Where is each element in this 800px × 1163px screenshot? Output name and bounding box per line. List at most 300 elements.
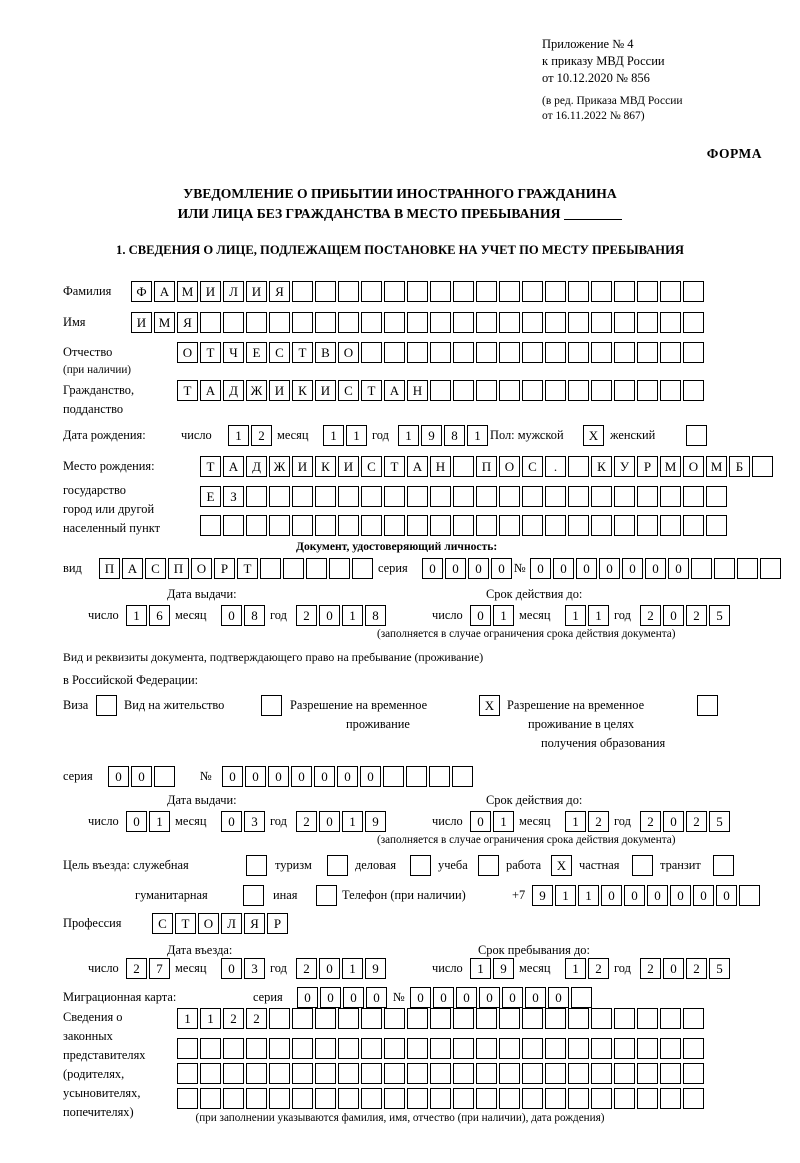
- form-cell[interactable]: [545, 1038, 566, 1059]
- form-cell[interactable]: [683, 515, 704, 536]
- form-cell[interactable]: И: [292, 456, 313, 477]
- form-cell[interactable]: М: [660, 456, 681, 477]
- form-cell[interactable]: 2: [640, 958, 661, 979]
- form-cell[interactable]: [292, 1088, 313, 1109]
- form-cell[interactable]: 2: [223, 1008, 244, 1029]
- form-cell[interactable]: [591, 281, 612, 302]
- form-cell[interactable]: [292, 281, 313, 302]
- sex-male-checkbox[interactable]: [583, 425, 606, 446]
- form-cell[interactable]: 9: [532, 885, 553, 906]
- form-cell[interactable]: 0: [502, 987, 523, 1008]
- citizenship-cells[interactable]: [177, 380, 706, 401]
- form-cell[interactable]: 2: [686, 958, 707, 979]
- form-cell[interactable]: [591, 380, 612, 401]
- form-cell[interactable]: [407, 281, 428, 302]
- form-cell[interactable]: 1: [555, 885, 576, 906]
- form-cell[interactable]: [384, 1088, 405, 1109]
- form-cell[interactable]: Ж: [246, 380, 267, 401]
- form-cell[interactable]: [338, 1063, 359, 1084]
- purpose-transit-checkbox[interactable]: [713, 855, 736, 876]
- form-cell[interactable]: [713, 855, 734, 876]
- form-cell[interactable]: [384, 515, 405, 536]
- form-cell[interactable]: [453, 1008, 474, 1029]
- form-cell[interactable]: Е: [246, 342, 267, 363]
- form-cell[interactable]: А: [200, 380, 221, 401]
- form-cell[interactable]: [476, 1008, 497, 1029]
- form-cell[interactable]: [223, 515, 244, 536]
- form-cell[interactable]: [714, 558, 735, 579]
- form-cell[interactable]: [614, 1063, 635, 1084]
- form-cell[interactable]: [660, 1038, 681, 1059]
- form-cell[interactable]: [591, 1088, 612, 1109]
- entry-year-cells[interactable]: [296, 958, 388, 979]
- form-cell[interactable]: [499, 1008, 520, 1029]
- form-cell[interactable]: 9: [421, 425, 442, 446]
- form-cell[interactable]: [384, 1063, 405, 1084]
- form-cell[interactable]: [614, 486, 635, 507]
- form-cell[interactable]: 0: [624, 885, 645, 906]
- form-cell[interactable]: [361, 342, 382, 363]
- form-cell[interactable]: [637, 281, 658, 302]
- form-cell[interactable]: [329, 558, 350, 579]
- form-cell[interactable]: 2: [296, 958, 317, 979]
- form-cell[interactable]: [384, 342, 405, 363]
- form-cell[interactable]: [545, 515, 566, 536]
- form-cell[interactable]: [246, 1063, 267, 1084]
- form-cell[interactable]: А: [223, 456, 244, 477]
- doc-series-cells[interactable]: [422, 558, 514, 579]
- form-cell[interactable]: [637, 1088, 658, 1109]
- form-cell[interactable]: С: [338, 380, 359, 401]
- form-cell[interactable]: [269, 1088, 290, 1109]
- form-cell[interactable]: [522, 1038, 543, 1059]
- form-cell[interactable]: [453, 312, 474, 333]
- form-cell[interactable]: [361, 515, 382, 536]
- entry-day-cells[interactable]: [126, 958, 172, 979]
- form-cell[interactable]: [384, 281, 405, 302]
- form-cell[interactable]: [383, 766, 404, 787]
- form-cell[interactable]: 9: [365, 811, 386, 832]
- form-cell[interactable]: 0: [599, 558, 620, 579]
- form-cell[interactable]: [292, 312, 313, 333]
- form-cell[interactable]: [430, 1008, 451, 1029]
- form-cell[interactable]: [591, 312, 612, 333]
- form-cell[interactable]: [407, 1063, 428, 1084]
- form-cell[interactable]: 8: [244, 605, 265, 626]
- form-cell[interactable]: С: [522, 456, 543, 477]
- form-cell[interactable]: С: [145, 558, 166, 579]
- form-cell[interactable]: 0: [491, 558, 512, 579]
- purpose-other-checkbox[interactable]: [316, 885, 339, 906]
- form-cell[interactable]: 2: [126, 958, 147, 979]
- form-cell[interactable]: [316, 885, 337, 906]
- form-cell[interactable]: [568, 1008, 589, 1029]
- form-cell[interactable]: 1: [149, 811, 170, 832]
- form-cell[interactable]: [760, 558, 781, 579]
- form-cell[interactable]: И: [246, 281, 267, 302]
- form-cell[interactable]: [752, 456, 773, 477]
- form-cell[interactable]: Т: [237, 558, 258, 579]
- temp-residence-checkbox[interactable]: [479, 695, 502, 716]
- form-cell[interactable]: 0: [291, 766, 312, 787]
- form-cell[interactable]: [361, 1063, 382, 1084]
- form-cell[interactable]: [246, 855, 267, 876]
- form-cell[interactable]: 1: [177, 1008, 198, 1029]
- form-cell[interactable]: 2: [246, 1008, 267, 1029]
- form-cell[interactable]: 1: [398, 425, 419, 446]
- form-cell[interactable]: [568, 312, 589, 333]
- form-cell[interactable]: И: [269, 380, 290, 401]
- form-cell[interactable]: [568, 1088, 589, 1109]
- form-cell[interactable]: [453, 342, 474, 363]
- form-cell[interactable]: [637, 1038, 658, 1059]
- form-cell[interactable]: X: [551, 855, 572, 876]
- form-cell[interactable]: 2: [686, 811, 707, 832]
- form-cell[interactable]: [737, 558, 758, 579]
- form-cell[interactable]: 0: [320, 987, 341, 1008]
- form-cell[interactable]: [429, 766, 450, 787]
- form-cell[interactable]: [568, 456, 589, 477]
- form-cell[interactable]: [315, 1008, 336, 1029]
- form-cell[interactable]: Н: [430, 456, 451, 477]
- form-cell[interactable]: 0: [553, 558, 574, 579]
- form-cell[interactable]: [476, 312, 497, 333]
- form-cell[interactable]: [361, 281, 382, 302]
- form-cell[interactable]: 0: [468, 558, 489, 579]
- sex-female-checkbox[interactable]: [686, 425, 709, 446]
- form-cell[interactable]: [545, 342, 566, 363]
- form-cell[interactable]: [499, 1088, 520, 1109]
- form-cell[interactable]: 1: [126, 605, 147, 626]
- migration-number-cells[interactable]: [410, 987, 594, 1008]
- purpose-private-checkbox[interactable]: [632, 855, 655, 876]
- form-cell[interactable]: [243, 885, 264, 906]
- doc-valid-day-cells[interactable]: [470, 605, 516, 626]
- form-cell[interactable]: [430, 342, 451, 363]
- form-cell[interactable]: [545, 312, 566, 333]
- form-cell[interactable]: [545, 1088, 566, 1109]
- form-cell[interactable]: А: [122, 558, 143, 579]
- form-cell[interactable]: [269, 312, 290, 333]
- form-cell[interactable]: [315, 515, 336, 536]
- doc-kind-cells[interactable]: [99, 558, 375, 579]
- form-cell[interactable]: 6: [149, 605, 170, 626]
- form-cell[interactable]: [476, 380, 497, 401]
- legal-rep-row-4-cells[interactable]: [177, 1088, 706, 1109]
- form-cell[interactable]: 1: [565, 605, 586, 626]
- doc-issue-day-cells[interactable]: [126, 605, 172, 626]
- form-cell[interactable]: 0: [319, 811, 340, 832]
- birthplace-row-3-cells[interactable]: [200, 515, 729, 536]
- form-cell[interactable]: [660, 380, 681, 401]
- form-cell[interactable]: О: [683, 456, 704, 477]
- form-cell[interactable]: О: [499, 456, 520, 477]
- form-cell[interactable]: [407, 1088, 428, 1109]
- form-cell[interactable]: [361, 486, 382, 507]
- form-cell[interactable]: [476, 486, 497, 507]
- form-cell[interactable]: 1: [493, 811, 514, 832]
- form-cell[interactable]: [246, 515, 267, 536]
- doc-issue-year-cells[interactable]: [296, 605, 388, 626]
- form-cell[interactable]: [384, 1008, 405, 1029]
- form-cell[interactable]: [430, 380, 451, 401]
- form-cell[interactable]: [637, 1063, 658, 1084]
- form-cell[interactable]: [453, 380, 474, 401]
- form-cell[interactable]: [691, 558, 712, 579]
- form-cell[interactable]: 2: [640, 811, 661, 832]
- form-cell[interactable]: [499, 281, 520, 302]
- form-cell[interactable]: 0: [548, 987, 569, 1008]
- form-cell[interactable]: [338, 486, 359, 507]
- form-cell[interactable]: 1: [565, 958, 586, 979]
- form-cell[interactable]: 5: [709, 958, 730, 979]
- form-cell[interactable]: [683, 1088, 704, 1109]
- form-cell[interactable]: [637, 1008, 658, 1029]
- form-cell[interactable]: 1: [578, 885, 599, 906]
- form-cell[interactable]: А: [407, 456, 428, 477]
- form-cell[interactable]: 0: [663, 811, 684, 832]
- form-cell[interactable]: [614, 1088, 635, 1109]
- form-cell[interactable]: [200, 1038, 221, 1059]
- form-cell[interactable]: 1: [588, 605, 609, 626]
- permit-number-cells[interactable]: [222, 766, 475, 787]
- form-cell[interactable]: 0: [647, 885, 668, 906]
- form-cell[interactable]: [407, 342, 428, 363]
- doc-number-cells[interactable]: [530, 558, 783, 579]
- form-cell[interactable]: [384, 312, 405, 333]
- form-cell[interactable]: [246, 312, 267, 333]
- form-cell[interactable]: 9: [493, 958, 514, 979]
- form-cell[interactable]: [476, 281, 497, 302]
- form-cell[interactable]: [568, 486, 589, 507]
- form-cell[interactable]: [177, 1088, 198, 1109]
- form-cell[interactable]: [522, 1088, 543, 1109]
- form-cell[interactable]: 0: [222, 766, 243, 787]
- form-cell[interactable]: [614, 1038, 635, 1059]
- form-cell[interactable]: [637, 342, 658, 363]
- form-cell[interactable]: [292, 1063, 313, 1084]
- form-cell[interactable]: 0: [221, 605, 242, 626]
- form-cell[interactable]: [453, 1088, 474, 1109]
- form-cell[interactable]: 0: [670, 885, 691, 906]
- form-cell[interactable]: И: [338, 456, 359, 477]
- form-cell[interactable]: [706, 486, 727, 507]
- form-cell[interactable]: [660, 486, 681, 507]
- form-cell[interactable]: 8: [444, 425, 465, 446]
- form-cell[interactable]: [591, 1038, 612, 1059]
- form-cell[interactable]: [591, 515, 612, 536]
- form-cell[interactable]: [269, 1063, 290, 1084]
- form-cell[interactable]: [292, 1008, 313, 1029]
- form-cell[interactable]: [315, 1088, 336, 1109]
- form-cell[interactable]: [660, 312, 681, 333]
- form-cell[interactable]: [338, 1008, 359, 1029]
- form-cell[interactable]: [660, 1008, 681, 1029]
- form-cell[interactable]: 2: [296, 811, 317, 832]
- form-cell[interactable]: [522, 281, 543, 302]
- form-cell[interactable]: 0: [433, 987, 454, 1008]
- permit-series-cells[interactable]: [108, 766, 177, 787]
- form-cell[interactable]: 1: [342, 958, 363, 979]
- form-cell[interactable]: [223, 1063, 244, 1084]
- birthplace-row-1-cells[interactable]: [200, 456, 775, 477]
- form-cell[interactable]: Н: [407, 380, 428, 401]
- form-cell[interactable]: [660, 342, 681, 363]
- form-cell[interactable]: [499, 515, 520, 536]
- form-cell[interactable]: Т: [361, 380, 382, 401]
- form-cell[interactable]: [637, 486, 658, 507]
- form-cell[interactable]: 2: [686, 605, 707, 626]
- form-cell[interactable]: 0: [445, 558, 466, 579]
- form-cell[interactable]: [430, 515, 451, 536]
- form-cell[interactable]: [591, 342, 612, 363]
- form-cell[interactable]: М: [177, 281, 198, 302]
- form-cell[interactable]: [453, 1038, 474, 1059]
- form-cell[interactable]: [499, 1038, 520, 1059]
- form-cell[interactable]: [407, 1038, 428, 1059]
- form-cell[interactable]: [632, 855, 653, 876]
- form-cell[interactable]: [522, 515, 543, 536]
- form-cell[interactable]: 0: [319, 958, 340, 979]
- form-cell[interactable]: [568, 515, 589, 536]
- form-cell[interactable]: 2: [588, 958, 609, 979]
- form-cell[interactable]: К: [315, 456, 336, 477]
- form-cell[interactable]: [568, 1038, 589, 1059]
- form-cell[interactable]: 0: [221, 958, 242, 979]
- form-cell[interactable]: [568, 281, 589, 302]
- form-cell[interactable]: [223, 1038, 244, 1059]
- form-cell[interactable]: Б: [729, 456, 750, 477]
- form-cell[interactable]: 0: [470, 605, 491, 626]
- form-cell[interactable]: С: [152, 913, 173, 934]
- form-cell[interactable]: [637, 312, 658, 333]
- form-cell[interactable]: Л: [223, 281, 244, 302]
- form-cell[interactable]: 0: [337, 766, 358, 787]
- legal-rep-row-2-cells[interactable]: [177, 1038, 706, 1059]
- form-cell[interactable]: [338, 1088, 359, 1109]
- form-cell[interactable]: Т: [384, 456, 405, 477]
- form-cell[interactable]: [614, 380, 635, 401]
- form-cell[interactable]: 0: [268, 766, 289, 787]
- form-cell[interactable]: М: [706, 456, 727, 477]
- form-cell[interactable]: 1: [565, 811, 586, 832]
- form-cell[interactable]: [261, 695, 282, 716]
- residence-permit-checkbox[interactable]: [261, 695, 284, 716]
- form-cell[interactable]: О: [338, 342, 359, 363]
- form-cell[interactable]: [452, 766, 473, 787]
- form-cell[interactable]: [361, 1008, 382, 1029]
- form-cell[interactable]: [430, 1088, 451, 1109]
- form-cell[interactable]: [478, 855, 499, 876]
- form-cell[interactable]: С: [269, 342, 290, 363]
- form-cell[interactable]: [499, 312, 520, 333]
- form-cell[interactable]: М: [154, 312, 175, 333]
- form-cell[interactable]: 1: [200, 1008, 221, 1029]
- form-cell[interactable]: [697, 695, 718, 716]
- form-cell[interactable]: 0: [422, 558, 443, 579]
- form-cell[interactable]: X: [583, 425, 604, 446]
- form-cell[interactable]: 1: [342, 811, 363, 832]
- form-cell[interactable]: [260, 558, 281, 579]
- form-cell[interactable]: [283, 558, 304, 579]
- form-cell[interactable]: 0: [663, 605, 684, 626]
- form-cell[interactable]: Ж: [269, 456, 290, 477]
- form-cell[interactable]: [407, 312, 428, 333]
- form-cell[interactable]: 0: [456, 987, 477, 1008]
- form-cell[interactable]: 2: [296, 605, 317, 626]
- form-cell[interactable]: 0: [319, 605, 340, 626]
- form-cell[interactable]: [200, 312, 221, 333]
- form-cell[interactable]: [476, 1088, 497, 1109]
- purpose-work-checkbox[interactable]: [551, 855, 574, 876]
- form-cell[interactable]: [614, 312, 635, 333]
- form-cell[interactable]: Т: [175, 913, 196, 934]
- permit-valid-month-cells[interactable]: [565, 811, 611, 832]
- form-cell[interactable]: [683, 1038, 704, 1059]
- name-cells[interactable]: [131, 312, 706, 333]
- form-cell[interactable]: [686, 425, 707, 446]
- form-cell[interactable]: [200, 1088, 221, 1109]
- form-cell[interactable]: [338, 312, 359, 333]
- form-cell[interactable]: 0: [245, 766, 266, 787]
- form-cell[interactable]: С: [361, 456, 382, 477]
- form-cell[interactable]: А: [384, 380, 405, 401]
- doc-issue-month-cells[interactable]: [221, 605, 267, 626]
- form-cell[interactable]: [568, 342, 589, 363]
- edu-residence-checkbox[interactable]: [697, 695, 720, 716]
- permit-issue-day-cells[interactable]: [126, 811, 172, 832]
- form-cell[interactable]: [499, 380, 520, 401]
- purpose-business-checkbox[interactable]: [410, 855, 433, 876]
- form-cell[interactable]: [384, 486, 405, 507]
- form-cell[interactable]: [522, 1063, 543, 1084]
- form-cell[interactable]: [453, 486, 474, 507]
- form-cell[interactable]: [706, 515, 727, 536]
- form-cell[interactable]: [338, 1038, 359, 1059]
- form-cell[interactable]: [637, 515, 658, 536]
- form-cell[interactable]: В: [315, 342, 336, 363]
- form-cell[interactable]: 0: [479, 987, 500, 1008]
- form-cell[interactable]: [739, 885, 760, 906]
- form-cell[interactable]: 0: [360, 766, 381, 787]
- form-cell[interactable]: Т: [200, 456, 221, 477]
- form-cell[interactable]: П: [168, 558, 189, 579]
- form-cell[interactable]: 1: [323, 425, 344, 446]
- form-cell[interactable]: [430, 1063, 451, 1084]
- stay-day-cells[interactable]: [470, 958, 516, 979]
- form-cell[interactable]: 0: [366, 987, 387, 1008]
- form-cell[interactable]: [499, 486, 520, 507]
- form-cell[interactable]: [660, 1063, 681, 1084]
- form-cell[interactable]: Т: [200, 342, 221, 363]
- form-cell[interactable]: [545, 1063, 566, 1084]
- form-cell[interactable]: 1: [342, 605, 363, 626]
- patronymic-cells[interactable]: [177, 342, 706, 363]
- form-cell[interactable]: [545, 486, 566, 507]
- form-cell[interactable]: [430, 281, 451, 302]
- purpose-official-checkbox[interactable]: [246, 855, 269, 876]
- migration-series-cells[interactable]: [297, 987, 389, 1008]
- form-cell[interactable]: [522, 1008, 543, 1029]
- form-cell[interactable]: 9: [365, 958, 386, 979]
- form-cell[interactable]: П: [476, 456, 497, 477]
- form-cell[interactable]: [315, 486, 336, 507]
- form-cell[interactable]: [361, 312, 382, 333]
- form-cell[interactable]: [292, 1038, 313, 1059]
- form-cell[interactable]: Ф: [131, 281, 152, 302]
- form-cell[interactable]: [292, 486, 313, 507]
- form-cell[interactable]: 3: [244, 958, 265, 979]
